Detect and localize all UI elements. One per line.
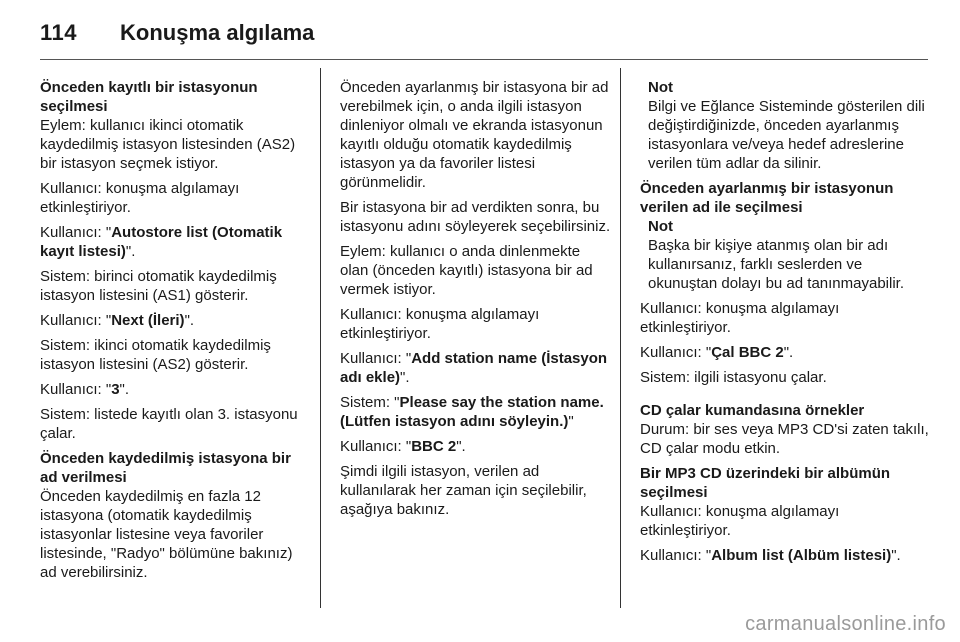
paragraph: [340, 349, 612, 387]
paragraph: Kullanıcı: konuşma algılamayı etkinleştiriyor.: [640, 503, 840, 539]
text: Kullanıcı: ": [40, 312, 112, 329]
paragraph: Önceden ayarlanmış bir istasyona bir ad verebilmek için, o anda ilgili istasyon dinleniyor olmalı ve ekranda istasyonun kayıtlı olduğu otomatik kaydedilmiş istasyon ya da favoriler listesi görünmelidir.: [340, 79, 609, 191]
section-heading: Bir MP3 CD üzerindeki bir albümün seçilmesi: [640, 465, 891, 501]
command-text: Please say the station name. (Lütfen istasyon adını söyleyin.): [340, 394, 604, 430]
section-heading: CD çalar kumandasına örnekler: [640, 402, 865, 419]
paragraph: [340, 393, 612, 431]
text: Kullanıcı: ": [40, 224, 112, 241]
page-header: [40, 14, 920, 54]
paragraph: Sistem: birinci otomatik kaydedilmiş istasyon listesini (AS1) gösterir.: [40, 268, 277, 304]
text: Kullanıcı: ": [40, 381, 112, 398]
note-text: Başka bir kişiye atanmış olan bir adı kullanırsanız, farklı seslerden ve okunuştan dolayı bu ad tanınmayabilir.: [648, 237, 905, 292]
column-divider-1: [320, 68, 321, 608]
paragraph: Şimdi ilgili istasyon, verilen ad kullanılarak her zaman için seçilebilir, aşağıya bakınız.: [340, 463, 587, 518]
paragraph: Kullanıcı: konuşma algılamayı etkinleştiriyor.: [40, 180, 240, 216]
command-text: Çal BBC 2: [711, 344, 784, 361]
section-heading: Önceden kaydedilmiş istasyona bir ad verilmesi: [40, 450, 291, 486]
note-box: [648, 78, 930, 173]
text: ".: [891, 547, 901, 564]
column-1: [40, 78, 312, 588]
note-box: [648, 217, 930, 293]
text: ".: [456, 438, 466, 455]
text: Kullanıcı: ": [640, 344, 712, 361]
paragraph: [40, 311, 312, 330]
text: Kullanıcı: ": [640, 547, 712, 564]
command-text: Next (İleri): [111, 312, 185, 329]
note-text: Bilgi ve Eğlance Sisteminde gösterilen dili değiştirdiğinizde, önceden ayarlanmış istasyonlara ve/veya hedef adreslerine verilen tüm adlar da silinir.: [648, 98, 925, 172]
section-heading: Önceden ayarlanmış bir istasyonun verilen ad ile seçilmesi: [640, 180, 894, 216]
paragraph: Kullanıcı: konuşma algılamayı etkinleştiriyor.: [640, 300, 840, 336]
note-title: Not: [648, 218, 673, 235]
text: Kullanıcı: ": [340, 350, 412, 367]
text: ".: [783, 344, 794, 361]
paragraph: [640, 343, 930, 362]
text: ": [568, 413, 574, 430]
header-rule: [40, 59, 928, 60]
paragraph: Sistem: ilgili istasyonu çalar.: [640, 369, 827, 386]
paragraph: [640, 546, 930, 565]
column-3: [640, 78, 930, 571]
column-divider-2: [620, 68, 621, 608]
note-title: Not: [648, 79, 673, 96]
page-number: 114: [40, 20, 77, 45]
paragraph: Eylem: kullanıcı ikinci otomatik kaydedilmiş istasyon listesinden (AS2) bir istasyon seçmek istiyor.: [40, 117, 296, 172]
watermark: carmanualsonline.info: [745, 613, 946, 635]
spacer: [640, 393, 930, 401]
command-text: 3: [111, 381, 120, 398]
paragraph: Bir istasyona bir ad verdikten sonra, bu istasyonu adını söyleyerek seçebilirsiniz.: [340, 199, 611, 235]
paragraph: [340, 437, 612, 456]
text: ".: [184, 312, 195, 329]
text: Sistem: ": [340, 394, 400, 411]
text: Kullanıcı: ": [340, 438, 412, 455]
paragraph: [40, 380, 312, 399]
command-text: BBC 2: [411, 438, 457, 455]
paragraph: Eylem: kullanıcı o anda dinlenmekte olan (önceden kayıtlı) istasyona bir ad vermek istiyor.: [340, 243, 593, 298]
paragraph: Kullanıcı: konuşma algılamayı etkinleştiriyor.: [340, 306, 540, 342]
text: ".: [400, 369, 410, 386]
paragraph: Sistem: ikinci otomatik kaydedilmiş istasyon listesini (AS2) gösterir.: [40, 337, 271, 373]
paragraph: [40, 223, 312, 261]
text: ".: [125, 243, 136, 260]
command-text: Album list (Albüm listesi): [711, 547, 892, 564]
page-title: Konuşma algılama: [120, 20, 315, 45]
paragraph: Önceden kaydedilmiş en fazla 12 istasyona (otomatik kaydedilmiş istasyonlar listesine veya favoriler listesinde, "Radyo" bölümüne bakınız) ad verebilirsiniz.: [40, 488, 293, 581]
text: ".: [119, 381, 130, 398]
command-text: Autostore list (Otomatik kayıt listesi): [40, 224, 283, 260]
paragraph: Sistem: listede kayıtlı olan 3. istasyonu çalar.: [40, 406, 298, 442]
command-text: Add station name (İstasyon adı ekle): [340, 350, 608, 386]
paragraph: Durum: bir ses veya MP3 CD'si zaten takılı, CD çalar modu etkin.: [640, 421, 929, 457]
column-2: [340, 78, 612, 525]
section-heading: Önceden kayıtlı bir istasyonun seçilmesi: [40, 79, 258, 115]
